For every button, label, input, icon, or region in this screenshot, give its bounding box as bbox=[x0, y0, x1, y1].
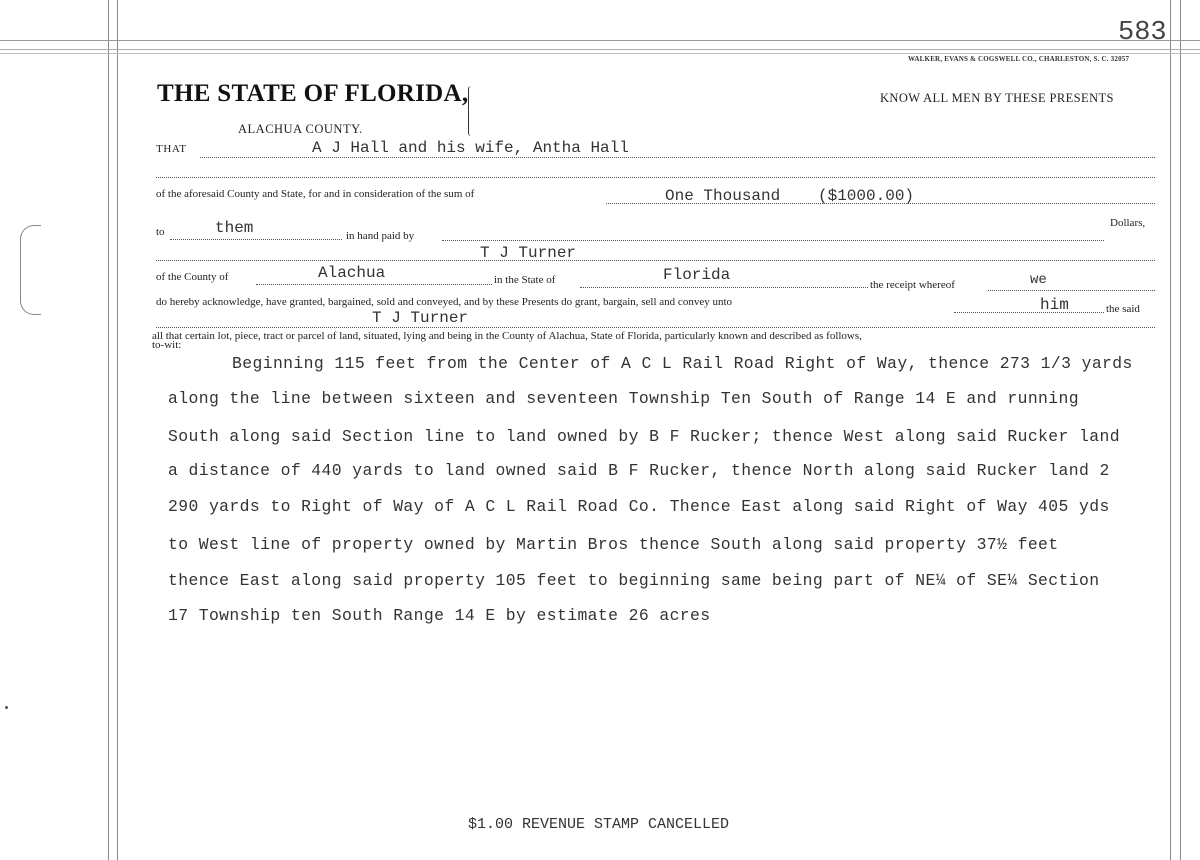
printer-imprint: WALKER, EVANS & COGSWELL CO., CHARLESTON, S. C. 32057 bbox=[908, 55, 1130, 63]
description-line-6: to West line of property owned by Martin Bros thence South along said property 37½ feet bbox=[168, 535, 1059, 554]
top-rule-2 bbox=[0, 49, 1200, 50]
paid-by-value: T J Turner bbox=[480, 244, 577, 262]
description-line-1: Beginning 115 feet from the Center of A C L Rail Road Right of Way, thence 273 1/3 yards bbox=[232, 354, 1133, 373]
sum-figures: ($1000.00) bbox=[818, 187, 915, 205]
left-margin-line bbox=[108, 0, 109, 860]
description-line-8: 17 Township ten South Range 14 E by estimate 26 acres bbox=[168, 606, 711, 625]
description-line-5: 290 yards to Right of Way of A C L Rail Road Co. Thence East along said Right of Way 405 yds bbox=[168, 497, 1110, 516]
county-value: Alachua bbox=[318, 264, 386, 282]
receipt-value: we bbox=[1030, 272, 1047, 288]
description-line-7: thence East along said property 105 feet to beginning same being part of NE¼ of SE¼ Section bbox=[168, 571, 1100, 590]
to-rule bbox=[170, 239, 342, 240]
receipt-rule bbox=[988, 290, 1155, 291]
top-rule-3 bbox=[0, 53, 1200, 54]
heading-brace bbox=[468, 86, 474, 136]
consideration-label: of the aforesaid County and State, for and in consideration of the sum of bbox=[156, 188, 475, 200]
acknowledge-label: do hereby acknowledge, have granted, bargained, sold and conveyed, and by these Presents do grant, bargain, sell and convey unto bbox=[156, 296, 733, 308]
paid-by-rule bbox=[156, 260, 1155, 261]
receipt-label: the receipt whereof bbox=[870, 279, 955, 291]
know-all-heading: KNOW ALL MEN BY THESE PRESENTS bbox=[880, 91, 1114, 105]
binding-hole bbox=[20, 225, 41, 315]
to-wit-label: to-wit: bbox=[152, 339, 182, 351]
hand-paid-rule bbox=[442, 240, 1104, 241]
description-line-3: South along said Section line to land owned by B F Rucker; thence West along said Rucker land bbox=[168, 427, 1120, 446]
county-heading: ALACHUA COUNTY. bbox=[238, 122, 363, 136]
county-rule bbox=[256, 284, 492, 285]
stray-dot bbox=[5, 706, 8, 709]
all-that-label: all that certain lot, piece, tract or parcel of land, situated, lying and being in the County of Alachua, State of Florida, particularly known and described as follows, bbox=[152, 330, 862, 342]
the-said-label: the said bbox=[1106, 303, 1140, 315]
dollars-label: Dollars, bbox=[1110, 217, 1146, 229]
to-value: them bbox=[215, 219, 254, 237]
description-line-2: along the line between sixteen and seventeen Township Ten South of Range 14 E and running bbox=[168, 389, 1080, 408]
right-margin-line bbox=[1170, 0, 1171, 860]
state-value: Florida bbox=[663, 266, 731, 284]
state-heading: THE STATE OF FLORIDA, bbox=[157, 80, 469, 107]
page-number: 583 bbox=[1118, 18, 1167, 48]
state-rule bbox=[580, 287, 868, 288]
state-of-label: in the State of bbox=[494, 274, 556, 286]
revenue-stamp-note: $1.00 REVENUE STAMP CANCELLED bbox=[468, 816, 730, 833]
blank-rule-1 bbox=[156, 177, 1155, 178]
top-rule bbox=[0, 40, 1200, 41]
unto-rule bbox=[954, 312, 1104, 313]
left-margin-line-2 bbox=[117, 0, 118, 860]
sum-words: One Thousand bbox=[665, 187, 781, 205]
unto-value: him bbox=[1040, 296, 1069, 314]
grantee-value: T J Turner bbox=[372, 309, 469, 327]
that-rule bbox=[200, 157, 1155, 158]
hand-paid-label: in hand paid by bbox=[346, 230, 415, 242]
county-of-label: of the County of bbox=[156, 271, 229, 283]
right-margin-line-2 bbox=[1180, 0, 1181, 860]
description-line-4: a distance of 440 yards to land owned said B F Rucker, thence North along said Rucker land 2 bbox=[168, 461, 1110, 480]
to-label: to bbox=[156, 226, 165, 238]
that-label: THAT bbox=[156, 143, 187, 155]
grantor-name: A J Hall and his wife, Antha Hall bbox=[312, 139, 629, 157]
grantee-rule bbox=[156, 327, 1155, 328]
